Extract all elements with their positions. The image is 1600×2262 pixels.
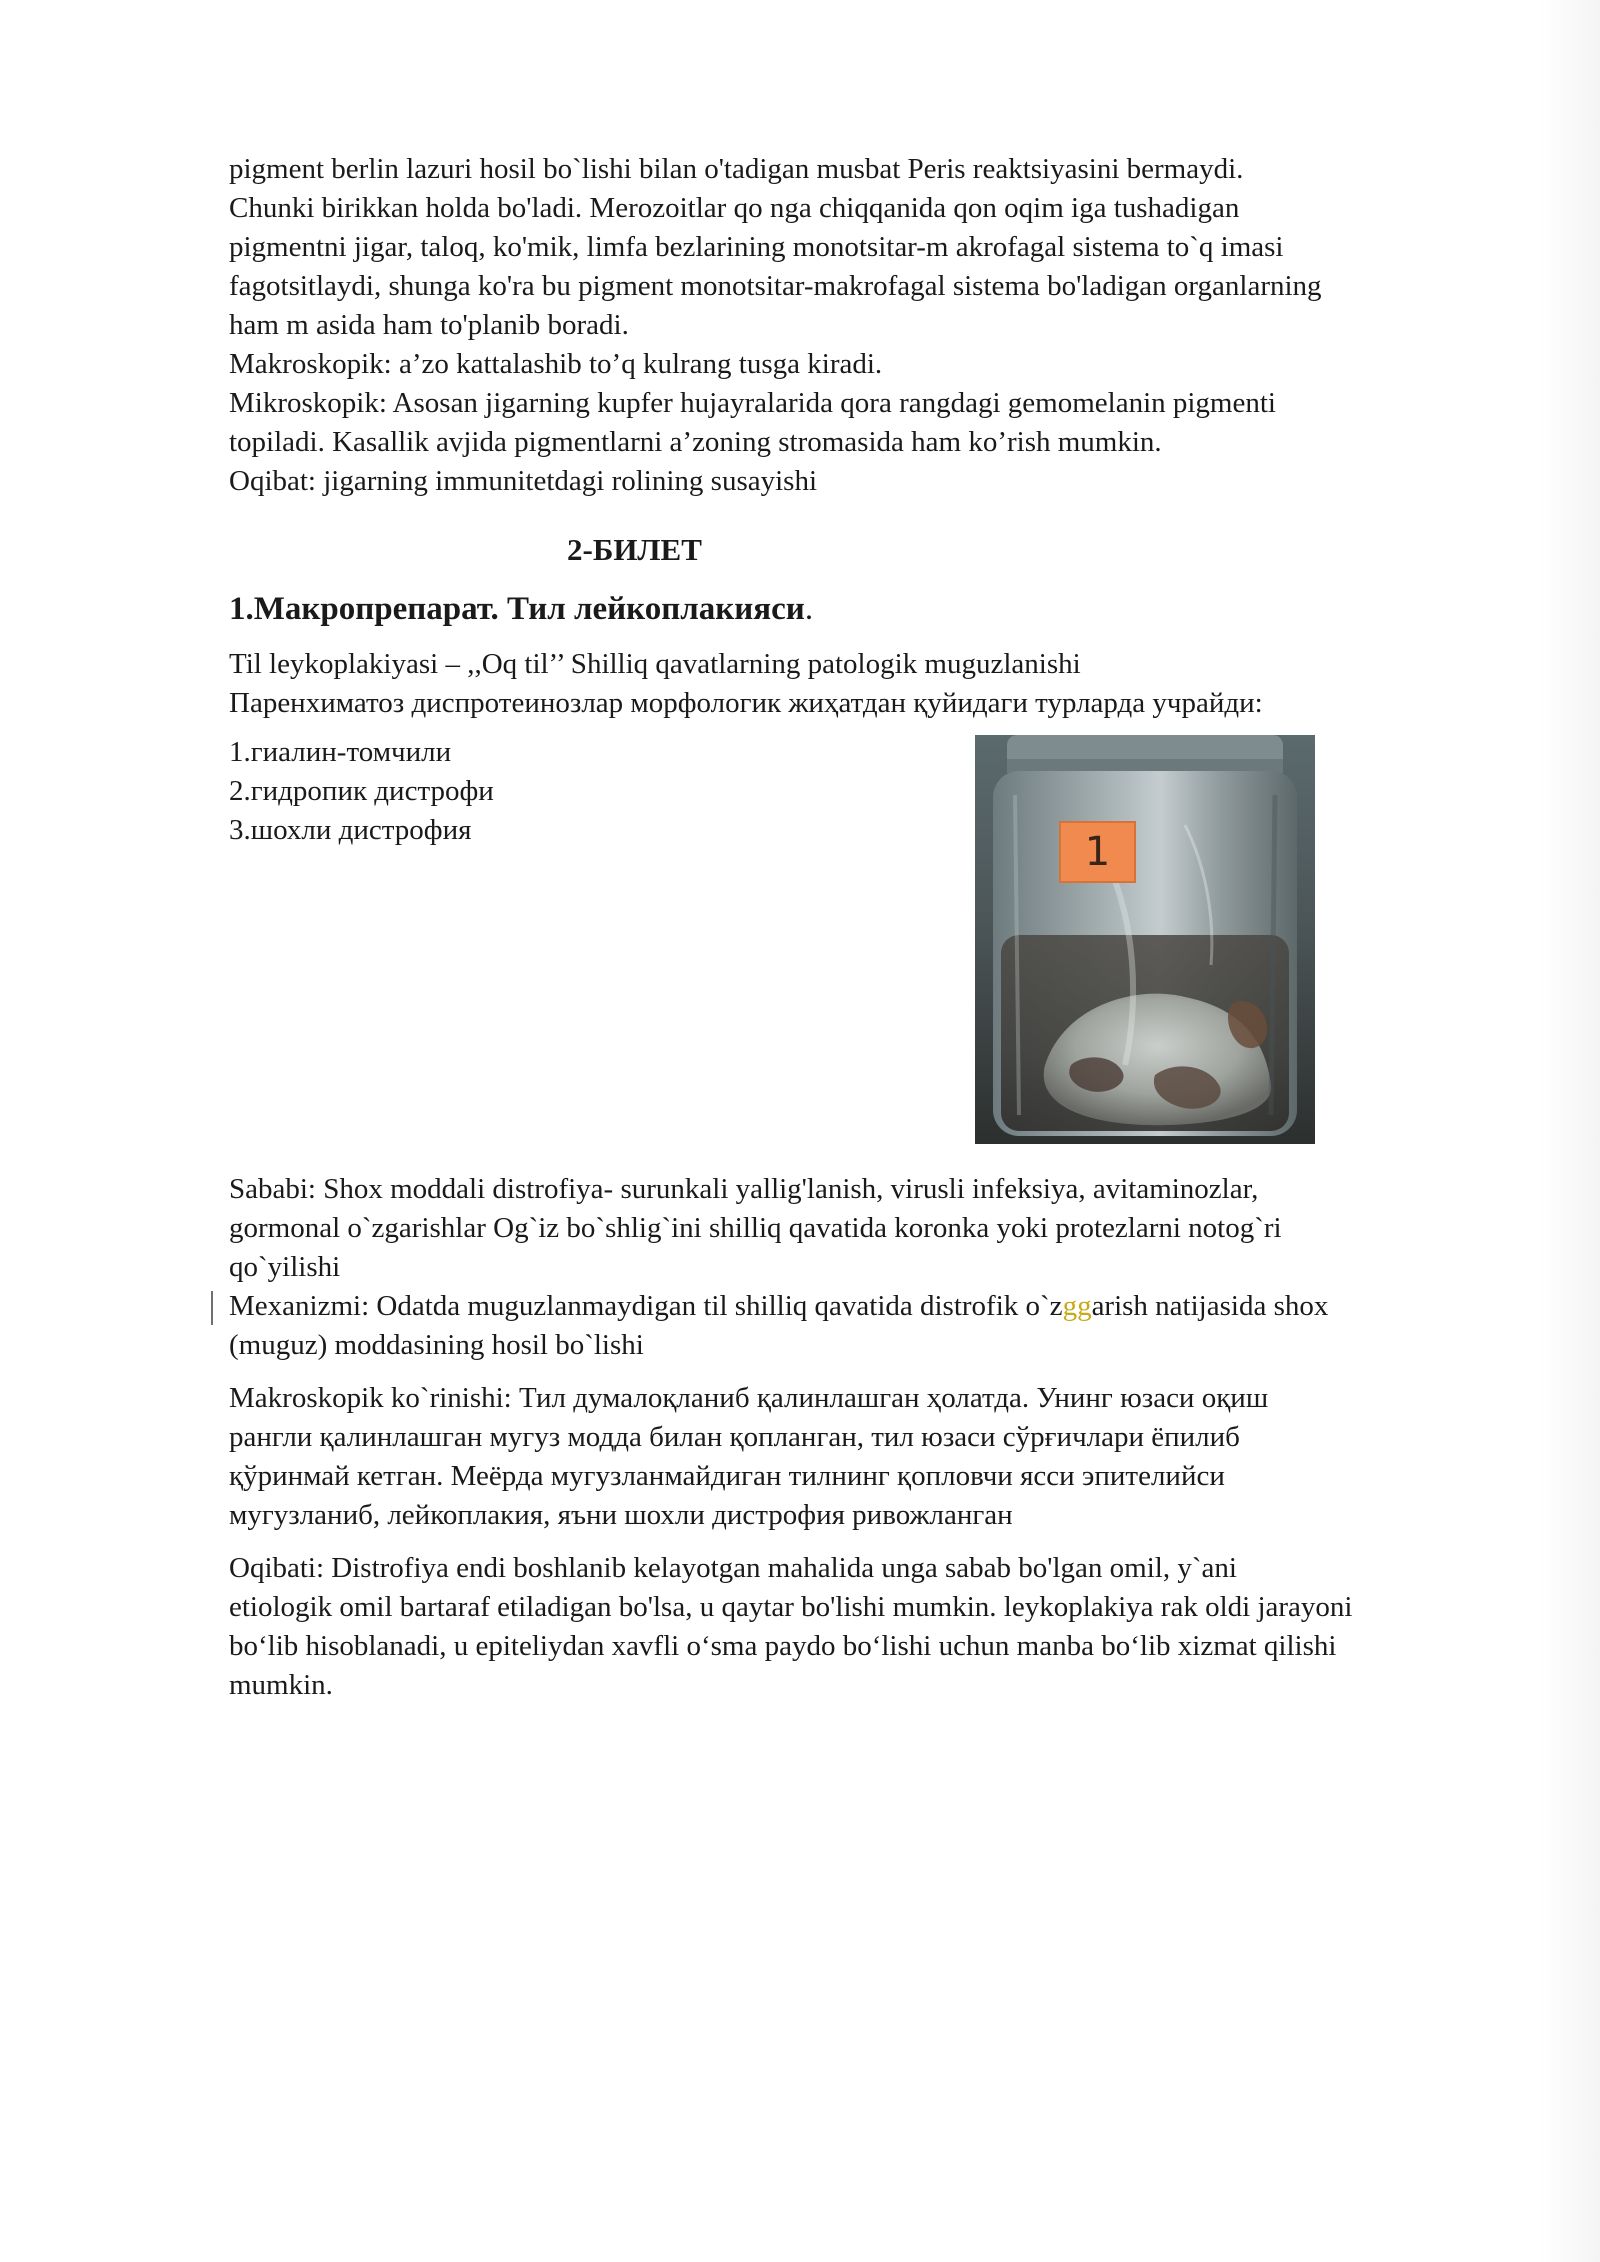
mexanizmi-paragraph xyxy=(229,1287,1489,1365)
mexanizmi-text-before: Mexanizmi: Odatda muguzlanmaydigan til shilliq qavatida distrofik o`z xyxy=(229,1290,1063,1322)
intro-line: pigment berlin lazuri hosil bo`lishi bilan o'tadigan musbat Peris reaktsiyasini bermaydi. xyxy=(229,153,1244,185)
page-edge-shade xyxy=(1540,0,1600,2262)
oqibati-line: boʻlib hisoblanadi, u epiteliydan xavfli oʻsma paydo boʻlishi uchun manba boʻlib xizmat qilishi xyxy=(229,1630,1337,1662)
makroskopik-line: қўринмай кетган. Меёрда мугузланмайдиган тилнинг қопловчи ясси эпителийси xyxy=(229,1460,1225,1492)
makroskopik-korinishi-paragraph xyxy=(229,1379,1489,1535)
list-item: 3.шохли дистрофия xyxy=(229,814,472,846)
list-item: 1.гиалин-томчили xyxy=(229,736,452,768)
specimen-jar-image xyxy=(975,735,1315,1144)
intro-mikroskopik-line: topiladi. Kasallik avjida pigmentlarni a’zoning stromasida ham ko’rish mumkin. xyxy=(229,426,1162,458)
intro-line: ham m asida ham to'planib boradi. xyxy=(229,309,629,341)
section-title xyxy=(229,587,1489,631)
makroskopik-line: мугузланиб, лейкоплакия, яъни шохли дистрофия ривожланган xyxy=(229,1499,1013,1531)
specimen-jar-photo xyxy=(975,735,1315,1144)
oqibati-line: etiologik omil bartaraf etiladigan bo'lsa, u qaytar bo'lishi mumkin. leykoplakiya rak oldi jarayoni xyxy=(229,1591,1353,1623)
mexanizmi-highlight: gg xyxy=(1062,1290,1092,1322)
mexanizmi-line xyxy=(229,1287,1489,1326)
oqibati-line: mumkin. xyxy=(229,1669,333,1701)
sababi-line: qo`yilishi xyxy=(229,1251,341,1283)
definition-paragraph xyxy=(229,645,1489,723)
ticket-title: 2-БИЛЕТ xyxy=(567,532,702,567)
oqibati-line: Oqibati: Distrofiya endi boshlanib kelayotgan mahalida unga sabab bo'lgan omil, y`ani xyxy=(229,1552,1237,1584)
intro-makroskopik: Makroskopik: a’zo kattalashib to’q kulrang tusga kiradi. xyxy=(229,348,883,380)
mexanizmi-line: (muguz) moddasining hosil bo`lishi xyxy=(229,1329,644,1361)
text-cursor-mark xyxy=(211,1291,213,1325)
definition-line: Паренхиматоз диспротеинозлар морфологик жиҳатдан қуйидаги турларда учрайди: xyxy=(229,687,1263,719)
sababi-line: Sababi: Shox moddali distrofiya- surunkali yallig'lanish, virusli infeksiya, avitaminozlar, xyxy=(229,1173,1259,1205)
section-title-text: 1.Макропрепарат. Тил лейкоплакияси xyxy=(229,591,805,627)
sababi-paragraph xyxy=(229,1170,1489,1287)
sababi-line: gormonal o`zgarishlar Og`iz bo`shlig`ini shilliq qavatida koronka yoki protezlarni notog`ri xyxy=(229,1212,1282,1244)
intro-paragraph xyxy=(229,150,1489,501)
document-content xyxy=(229,150,1489,1705)
makroskopik-line: Makroskopik ko`rinishi: Тил думалоқланиб қалинлашган ҳолатда. Унинг юзаси оқиш xyxy=(229,1382,1269,1414)
section-title-dot: . xyxy=(804,591,814,627)
intro-mikroskopik-line: Mikroskopik: Asosan jigarning kupfer hujayralarida qora rangdagi gemomelanin pigmenti xyxy=(229,387,1276,419)
intro-line: pigmentni jigar, taloq, ko'mik, limfa bezlarining monotsitar-m akrofagal sistema to`q imasi xyxy=(229,231,1284,263)
intro-line: Chunki birikkan holda bo'ladi. Merozoitlar qo nga chiqqanida qon oqim iga tushadigan xyxy=(229,192,1240,224)
list-item: 2.гидропик дистрофи xyxy=(229,775,494,807)
specimen-label-number: 1 xyxy=(1084,829,1111,875)
mexanizmi-text-after: arish natijasida shox xyxy=(1091,1290,1329,1322)
intro-oqibat: Oqibat: jigarning immunitetdagi rolining susayishi xyxy=(229,465,818,497)
list-and-photo xyxy=(229,733,1489,1170)
definition-line: Til leykoplakiyasi – ,,Oq til’’ Shilliq qavatlarning patologik muguzlanishi xyxy=(229,648,1081,680)
makroskopik-line: рангли қалинлашган мугуз модда билан қопланган, тил юзаси сўрғичлари ёпилиб xyxy=(229,1421,1240,1453)
oqibati-paragraph xyxy=(229,1549,1489,1705)
intro-line: fagotsitlaydi, shunga ko'ra bu pigment monotsitar-makrofagal sistema bo'ladigan organlarning xyxy=(229,270,1322,302)
